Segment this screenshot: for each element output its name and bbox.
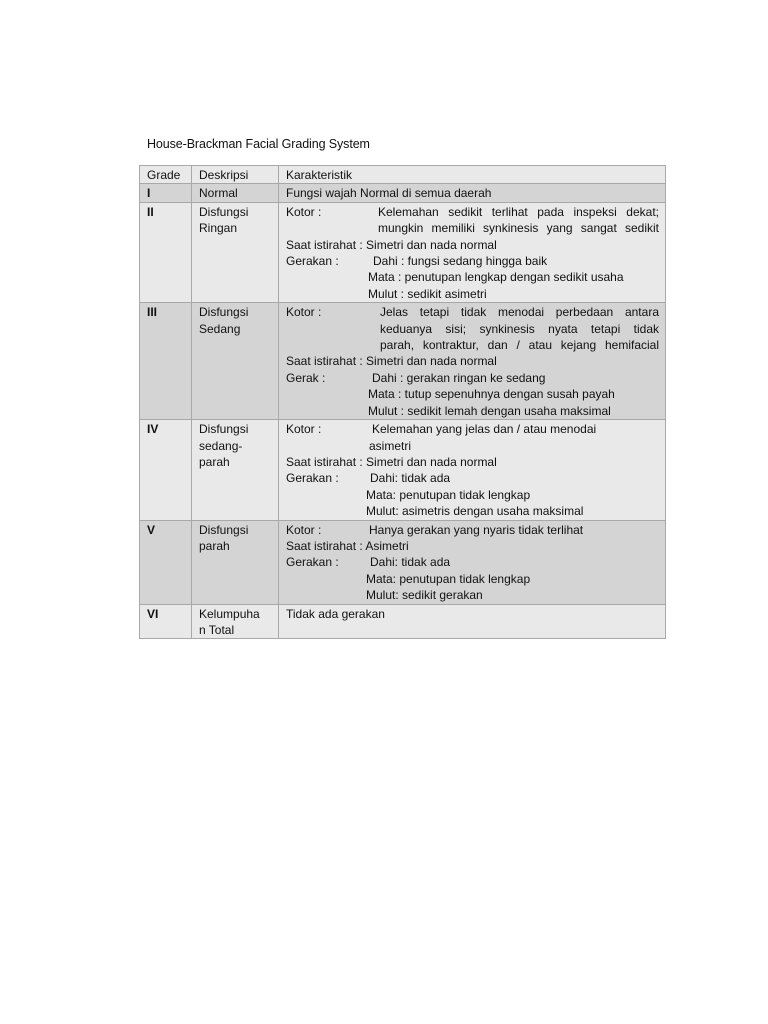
desc-cell — [192, 604, 279, 639]
char-line: parah, kontraktur, dan / atau kejang hemifacial — [380, 338, 659, 353]
char-line: mungkin memiliki synkinesis yang sangat sedikit — [378, 221, 659, 236]
char-line — [286, 370, 659, 386]
char-label: Kotor : — [286, 522, 322, 537]
grade-cell: I — [140, 184, 192, 202]
table-row — [140, 520, 666, 604]
char-line: Fungsi wajah Normal di semua daerah — [286, 186, 492, 201]
desc-line: Normal — [199, 186, 238, 201]
table-header-row — [140, 166, 666, 184]
char-line: Tidak ada gerakan — [286, 606, 385, 621]
char-cell — [279, 184, 666, 202]
char-line — [286, 204, 659, 220]
char-label: Kotor : — [286, 422, 322, 437]
char-cell — [279, 202, 666, 302]
char-text: Dahi : gerakan ringan ke sedang — [372, 370, 546, 385]
char-text: Hanya gerakan yang nyaris tidak terlihat — [369, 522, 584, 537]
grade-cell: IV — [140, 420, 192, 520]
char-line — [286, 253, 659, 269]
char-line — [286, 554, 659, 570]
char-label: Gerak : — [286, 370, 326, 385]
grade-cell: V — [140, 520, 192, 604]
char-line: keduanya sisi; synkinesis nyata tetapi tidak — [380, 321, 659, 336]
char-label: Gerakan : — [286, 471, 339, 486]
desc-line: parah — [199, 538, 230, 553]
char-line — [286, 522, 659, 538]
char-text: Dahi : fungsi sedang hingga baik — [373, 254, 548, 269]
desc-line: Disfungsi — [199, 422, 249, 437]
table-row — [140, 420, 666, 520]
char-line — [286, 304, 659, 320]
char-line: Mulut: asimetris dengan usaha maksimal — [366, 504, 584, 519]
desc-cell — [192, 202, 279, 302]
desc-line: Disfungsi — [199, 522, 249, 537]
char-line: Mulut: sedikit gerakan — [366, 588, 483, 603]
desc-cell — [192, 184, 279, 202]
char-text: Kelemahan sedikit terlihat pada inspeksi dekat; — [378, 204, 659, 219]
table-row — [140, 202, 666, 302]
desc-cell — [192, 520, 279, 604]
char-cell — [279, 604, 666, 639]
char-line: Saat istirahat : Simetri dan nada normal — [286, 454, 497, 469]
char-line: Mulut : sedikit lemah dengan usaha maksimal — [368, 403, 611, 418]
char-line: Mata : penutupan lengkap dengan sedikit usaha — [368, 270, 624, 285]
desc-line: parah — [199, 454, 230, 469]
char-line: Saat istirahat : Simetri dan nada normal — [286, 237, 497, 252]
desc-line: Disfungsi — [199, 305, 249, 320]
header-deskripsi: Deskripsi — [192, 166, 279, 184]
header-grade: Grade — [140, 166, 192, 184]
desc-cell — [192, 420, 279, 520]
char-label: Gerakan : — [286, 555, 339, 570]
table-row — [140, 184, 666, 202]
desc-line: Sedang — [199, 321, 241, 336]
char-cell — [279, 420, 666, 520]
char-cell — [279, 303, 666, 420]
char-label: Kotor : — [286, 204, 322, 219]
char-label: Gerakan : — [286, 254, 339, 269]
char-text: Kelemahan yang jelas dan / atau menodai — [372, 422, 597, 437]
desc-line: Ringan — [199, 221, 238, 236]
char-label: Kotor : — [286, 305, 322, 320]
page-title: House-Brackman Facial Grading System — [147, 137, 370, 151]
grading-table — [139, 165, 666, 639]
table-row — [140, 604, 666, 639]
char-line: Mulut : sedikit asimetri — [368, 286, 487, 301]
grade-cell: III — [140, 303, 192, 420]
char-text: Dahi: tidak ada — [370, 471, 451, 486]
table-row — [140, 303, 666, 420]
char-line: Mata : tutup sepenuhnya dengan susah payah — [368, 387, 615, 402]
grade-cell: II — [140, 202, 192, 302]
char-text: Dahi: tidak ada — [370, 555, 451, 570]
desc-line: Kelumpuha — [199, 606, 260, 621]
desc-line: sedang- — [199, 438, 243, 453]
desc-line: Disfungsi — [199, 204, 249, 219]
char-line — [286, 470, 659, 486]
char-line: Mata: penutupan tidak lengkap — [366, 571, 531, 586]
char-line — [286, 421, 659, 437]
desc-line: n Total — [199, 622, 235, 637]
desc-cell — [192, 303, 279, 420]
grade-cell: VI — [140, 604, 192, 639]
header-karakteristik: Karakteristik — [279, 166, 666, 184]
char-text: Jelas tetapi tidak menodai perbedaan antara — [380, 305, 659, 320]
char-cell — [279, 520, 666, 604]
char-line: Saat istirahat : Simetri dan nada normal — [286, 354, 497, 369]
char-line: asimetri — [369, 438, 412, 453]
char-line: Saat istirahat : Asimetri — [286, 538, 409, 553]
char-line: Mata: penutupan tidak lengkap — [366, 487, 531, 502]
